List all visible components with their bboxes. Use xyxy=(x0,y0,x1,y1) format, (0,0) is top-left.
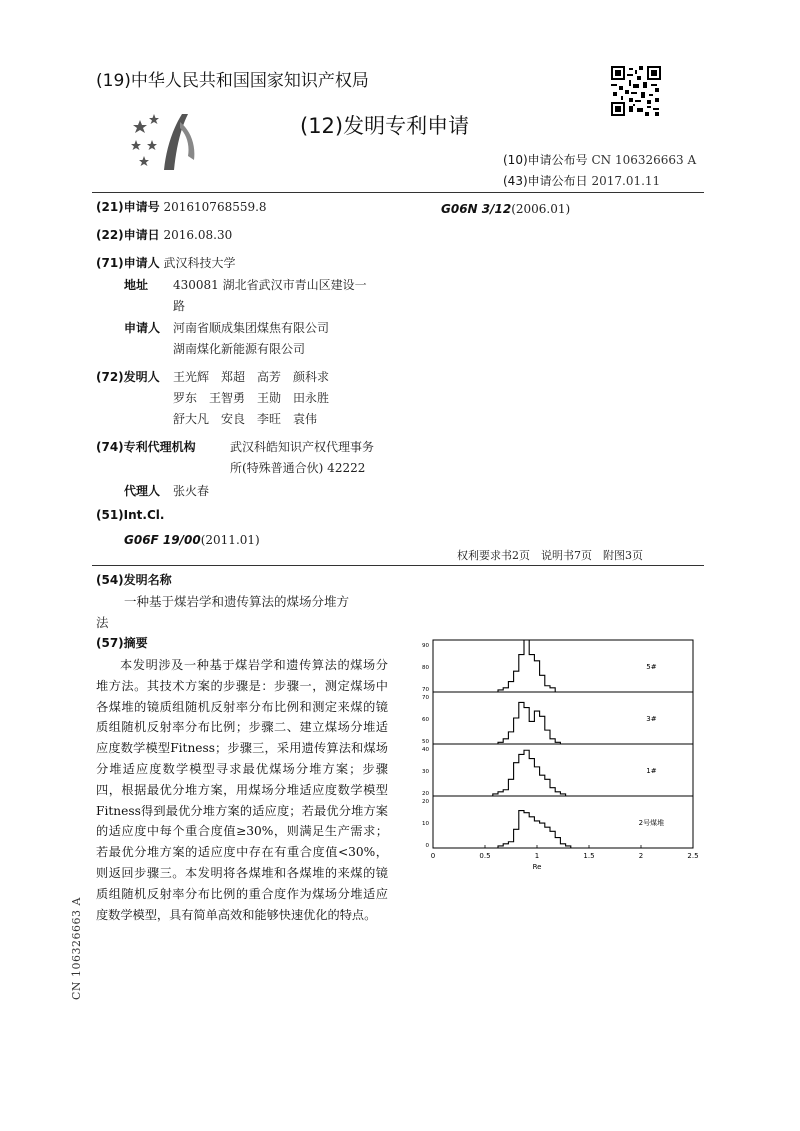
applicant-row xyxy=(96,254,236,271)
ipc-main-code: G06N 3/12 xyxy=(441,202,512,216)
y-tick-label: 20 xyxy=(422,799,429,805)
y-tick-label: 10 xyxy=(422,821,429,827)
series-label: 1# xyxy=(646,767,657,775)
x-axis-label: Re xyxy=(532,863,542,871)
page-counts: 权利要求书2页 说明书7页 附图3页 xyxy=(457,549,643,562)
series-label: 3# xyxy=(646,715,657,723)
applicant2-line-2: 湖南煤化新能源有限公司 xyxy=(173,342,306,356)
address-line-2: 路 xyxy=(173,299,186,313)
y-tick-label: 0 xyxy=(425,843,429,849)
series-label: 5# xyxy=(646,663,657,671)
publication-number-label: (10)申请公布号 xyxy=(503,153,588,167)
address-label: 地址 xyxy=(124,278,149,292)
agency-label: (74)专利代理机构 xyxy=(96,440,196,454)
inventors-line-3: 舒大凡 安良 李旺 袁伟 xyxy=(173,412,318,426)
y-tick-label: 50 xyxy=(422,739,429,745)
ipc-main-version: (2006.01) xyxy=(511,202,571,216)
intcl-version: (2011.01) xyxy=(200,533,260,547)
series-line-3 xyxy=(498,811,571,848)
y-tick-label: 80 xyxy=(422,665,429,671)
publication-date-label: (43)申请公布日 xyxy=(503,174,588,188)
address-line-1: 430081 湖北省武汉市青山区建设一 xyxy=(173,278,367,292)
y-tick-label: 30 xyxy=(422,769,429,775)
inventors-line-1: 王光辉 郑超 高芳 颜科求 xyxy=(173,370,330,384)
application-number: 201610768559.8 xyxy=(163,200,267,214)
x-tick-label: 1.5 xyxy=(583,852,595,860)
invention-title-line-1: 一种基于煤岩学和遗传算法的煤场分堆方 xyxy=(124,594,350,609)
agent-label: 代理人 xyxy=(124,484,161,498)
inventor-label: (72)发明人 xyxy=(96,370,160,384)
stacked-histogram-chart xyxy=(405,630,705,875)
agency-line-1: 武汉科皓知识产权代理事务 xyxy=(230,440,375,454)
x-tick-label: 0.5 xyxy=(479,852,491,860)
series-line-0 xyxy=(498,640,560,692)
intcl-label: (51)Int.Cl. xyxy=(96,508,165,522)
publication-number-row xyxy=(503,151,696,168)
y-tick-label: 20 xyxy=(422,791,429,797)
agency-line-2: 所(特殊普通合伙) 42222 xyxy=(230,461,366,475)
biblio-divider xyxy=(92,565,704,566)
y-tick-label: 60 xyxy=(422,717,429,723)
inventors-line-2: 罗东 王智勇 王勋 田永胜 xyxy=(173,391,330,405)
intcl-code: G06F 19/00 xyxy=(124,533,201,547)
document-type: (12)发明专利申请 xyxy=(300,114,470,138)
y-tick-label: 40 xyxy=(422,747,429,753)
qr-code xyxy=(611,66,661,120)
x-tick-label: 0 xyxy=(430,852,436,860)
abstract-label: (57)摘要 xyxy=(96,636,148,650)
y-tick-label: 90 xyxy=(422,643,429,649)
abstract-text: 本发明涉及一种基于煤岩学和遗传算法的煤场分堆方法。其技术方案的步骤是：步骤一，测定煤场中各煤堆的镜质组随机反射率分布比例和测定来煤的镜质组随机反射率分布比例；步骤二、建立煤场分堆适应度数学模型Fitness；步骤三，采用遗传算法和煤场分堆适应度数学模型寻求最优煤场分堆方案；步骤四，根据最优分堆方案，用煤场分堆适应度数学模型Fitness得到最优分堆方案的适应度；若最优分堆方案的适应度中每个重合度值≥30%，则满足生产需求；若最优分堆方案的适应度中存在有重合度值<30%，则返回步骤三。本发明将各煤堆和各煤堆的来煤的镜质组随机反射率分布比例的重合度作为煤场分堆适应度数学模型，具有简单高效和能够快速优化的特点。 xyxy=(96,658,388,922)
publication-date-row xyxy=(503,172,660,189)
side-publication-number: CN 106326663 A xyxy=(70,897,83,1000)
publication-number: CN 106326663 A xyxy=(591,153,697,167)
filing-date: 2016.08.30 xyxy=(163,228,233,242)
applicant2-line-1: 河南省顺成集团煤焦有限公司 xyxy=(173,321,330,335)
title-label: (54)发明名称 xyxy=(96,573,172,587)
series-label: 2号煤堆 xyxy=(638,819,665,827)
y-tick-label: 70 xyxy=(422,695,429,701)
ipc-main-row xyxy=(441,198,570,217)
filing-date-row xyxy=(96,226,232,243)
header-divider xyxy=(92,192,704,193)
agent: 张火春 xyxy=(173,484,210,498)
office-name: (19)中华人民共和国国家知识产权局 xyxy=(96,71,369,91)
x-tick-label: 2 xyxy=(638,852,644,860)
application-number-label: (21)申请号 xyxy=(96,200,160,214)
publication-date: 2017.01.11 xyxy=(591,174,661,188)
applicant: 武汉科技大学 xyxy=(163,256,236,270)
invention-title-line-2: 法 xyxy=(96,615,109,630)
x-tick-label: 2.5 xyxy=(687,852,699,860)
x-tick-label: 1 xyxy=(534,852,540,860)
application-number-row xyxy=(96,198,267,215)
applicant2-label: 申请人 xyxy=(124,321,161,335)
applicant-label: (71)申请人 xyxy=(96,256,160,270)
drawing-figure xyxy=(405,630,705,879)
intcl-row xyxy=(124,529,260,548)
y-tick-label: 70 xyxy=(422,687,429,693)
series-line-2 xyxy=(493,750,571,796)
filing-date-label: (22)申请日 xyxy=(96,228,160,242)
series-line-1 xyxy=(498,702,560,744)
cnipa-logo xyxy=(130,112,200,176)
